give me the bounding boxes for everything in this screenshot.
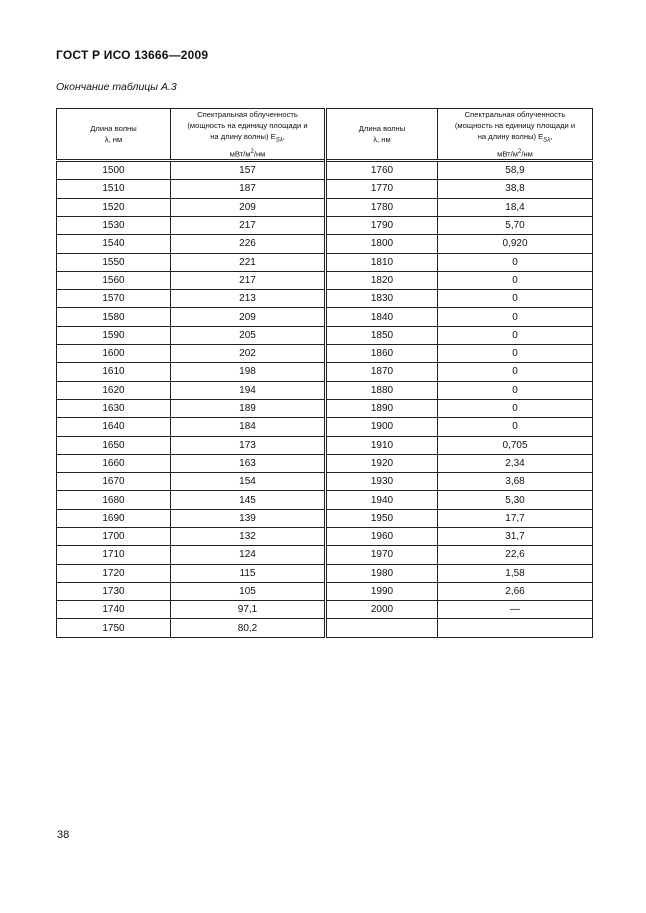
cell-irradiance-left: 115 (171, 564, 326, 582)
header-irradiance-2-unit: мВт/м (497, 149, 518, 159)
cell-wavelength-right (326, 619, 438, 637)
page-number: 38 (57, 829, 70, 841)
table-row (57, 601, 593, 619)
header-wavelength-2-line2: λ, нм (373, 135, 391, 145)
table-row (57, 271, 593, 289)
cell-wavelength-left: 1640 (57, 418, 171, 436)
cell-wavelength-left: 1560 (57, 271, 171, 289)
cell-wavelength-left: 1530 (57, 216, 171, 234)
table-row (57, 345, 593, 363)
cell-irradiance-left: 217 (171, 271, 326, 289)
cell-wavelength-right: 1930 (326, 473, 438, 491)
cell-irradiance-right: 0 (438, 381, 593, 399)
cell-wavelength-right: 1800 (326, 235, 438, 253)
cell-irradiance-right: 31,7 (438, 527, 593, 545)
cell-irradiance-left: 139 (171, 509, 326, 527)
cell-wavelength-left: 1670 (57, 473, 171, 491)
table-row (57, 180, 593, 198)
table-row (57, 454, 593, 472)
table-row (57, 198, 593, 216)
cell-wavelength-right: 1990 (326, 582, 438, 600)
table-row (57, 235, 593, 253)
cell-wavelength-right: 1900 (326, 418, 438, 436)
cell-wavelength-right: 1760 (326, 161, 438, 180)
cell-wavelength-left: 1590 (57, 326, 171, 344)
header-irradiance-1-subscript: Sλ (275, 137, 283, 144)
cell-irradiance-right: 2,66 (438, 582, 593, 600)
cell-wavelength-left: 1520 (57, 198, 171, 216)
cell-wavelength-right: 1980 (326, 564, 438, 582)
cell-irradiance-right: — (438, 601, 593, 619)
cell-wavelength-right: 1910 (326, 436, 438, 454)
cell-irradiance-left: 221 (171, 253, 326, 271)
cell-wavelength-right: 1810 (326, 253, 438, 271)
table-row (57, 363, 593, 381)
cell-wavelength-left: 1570 (57, 290, 171, 308)
cell-wavelength-left: 1540 (57, 235, 171, 253)
cell-irradiance-left: 198 (171, 363, 326, 381)
table-caption: Окончание таблицы А.3 (56, 81, 177, 93)
table-row (57, 546, 593, 564)
table-row (57, 399, 593, 417)
cell-wavelength-left: 1500 (57, 161, 171, 180)
cell-wavelength-left: 1610 (57, 363, 171, 381)
header-irradiance-2: Спектральная облученность (мощность на единицу площади и на длину волны) $E_{S\lambda}$, мВт/$м^2/нм$ (438, 109, 593, 161)
cell-irradiance-left: 187 (171, 180, 326, 198)
table-row (57, 564, 593, 582)
cell-wavelength-right: 1820 (326, 271, 438, 289)
table-row (57, 326, 593, 344)
cell-wavelength-left: 1680 (57, 491, 171, 509)
cell-wavelength-right: 1780 (326, 198, 438, 216)
cell-wavelength-left: 1550 (57, 253, 171, 271)
cell-irradiance-left: 217 (171, 216, 326, 234)
header-irradiance-2-unit-tail: /нм (521, 149, 533, 159)
header-irradiance-1-line3: на длину волны) E (210, 132, 276, 141)
table-row (57, 161, 593, 180)
cell-irradiance-left: 205 (171, 326, 326, 344)
table-body (57, 161, 593, 638)
table-row (57, 619, 593, 637)
cell-wavelength-left: 1620 (57, 381, 171, 399)
header-irradiance-1-unit-tail: /нм (253, 149, 266, 159)
table-row (57, 290, 593, 308)
cell-irradiance-left: 105 (171, 582, 326, 600)
cell-irradiance-left: 97,1 (171, 601, 326, 619)
cell-irradiance-right: 38,8 (438, 180, 593, 198)
cell-wavelength-left: 1740 (57, 601, 171, 619)
table-row (57, 381, 593, 399)
cell-irradiance-right: 0 (438, 326, 593, 344)
table-row (57, 473, 593, 491)
cell-wavelength-right: 1940 (326, 491, 438, 509)
header-irradiance-1-line2: (мощность на единицу площади и (187, 121, 308, 130)
cell-irradiance-right: 0 (438, 363, 593, 381)
header-irradiance-2-line3: на длину волны) E (477, 132, 544, 141)
cell-irradiance-left: 209 (171, 308, 326, 326)
header-irradiance-2-line1: Спектральная облученность (464, 110, 566, 119)
cell-wavelength-right: 1880 (326, 381, 438, 399)
cell-irradiance-left: 154 (171, 473, 326, 491)
header-irradiance-1-unit: мВт/м (229, 149, 251, 159)
cell-wavelength-right: 1790 (326, 216, 438, 234)
table-row (57, 308, 593, 326)
spectral-irradiance-table (56, 108, 593, 638)
cell-irradiance-right (438, 619, 593, 637)
header-wavelength-2-line1: Длина волны (358, 124, 406, 134)
cell-irradiance-left: 202 (171, 345, 326, 363)
cell-irradiance-right: 0 (438, 253, 593, 271)
cell-irradiance-left: 209 (171, 198, 326, 216)
cell-wavelength-left: 1690 (57, 509, 171, 527)
table-row (57, 509, 593, 527)
cell-wavelength-left: 1630 (57, 399, 171, 417)
standard-title: ГОСТ Р ИСО 13666—2009 (56, 48, 209, 62)
cell-irradiance-right: 0 (438, 290, 593, 308)
cell-wavelength-right: 1970 (326, 546, 438, 564)
cell-irradiance-left: 145 (171, 491, 326, 509)
cell-wavelength-left: 1700 (57, 527, 171, 545)
table-row (57, 436, 593, 454)
cell-irradiance-left: 163 (171, 454, 326, 472)
header-wavelength-1-line1: Длина волны (90, 124, 137, 134)
cell-irradiance-left: 194 (171, 381, 326, 399)
table-header-row (57, 109, 593, 161)
cell-wavelength-left: 1750 (57, 619, 171, 637)
table-row (57, 491, 593, 509)
cell-irradiance-right: 0 (438, 345, 593, 363)
cell-wavelength-left: 1600 (57, 345, 171, 363)
header-irradiance-1: Спектральная облученность (мощность на единицу площади и на длину волны) $E_{S\lambda}$, мВт/$м^2/нм$ (171, 109, 326, 161)
cell-irradiance-right: 0 (438, 418, 593, 436)
cell-irradiance-left: 213 (171, 290, 326, 308)
cell-irradiance-left: 80,2 (171, 619, 326, 637)
table-row (57, 418, 593, 436)
cell-wavelength-right: 1850 (326, 326, 438, 344)
cell-irradiance-left: 124 (171, 546, 326, 564)
cell-wavelength-right: 1950 (326, 509, 438, 527)
cell-irradiance-right: 18,4 (438, 198, 593, 216)
table-row (57, 527, 593, 545)
cell-wavelength-right: 1870 (326, 363, 438, 381)
cell-irradiance-right: 5,70 (438, 216, 593, 234)
cell-irradiance-right: 3,68 (438, 473, 593, 491)
cell-wavelength-right: 1890 (326, 399, 438, 417)
cell-irradiance-right: 0,705 (438, 436, 593, 454)
cell-irradiance-left: 226 (171, 235, 326, 253)
cell-wavelength-right: 1770 (326, 180, 438, 198)
table-row (57, 582, 593, 600)
cell-irradiance-right: 0,920 (438, 235, 593, 253)
cell-irradiance-left: 184 (171, 418, 326, 436)
cell-irradiance-left: 157 (171, 161, 326, 180)
cell-wavelength-right: 2000 (326, 601, 438, 619)
cell-irradiance-right: 5,30 (438, 491, 593, 509)
cell-irradiance-right: 2,34 (438, 454, 593, 472)
cell-irradiance-right: 22,6 (438, 546, 593, 564)
header-irradiance-2-superscript: 2 (517, 148, 522, 155)
cell-wavelength-right: 1830 (326, 290, 438, 308)
cell-irradiance-right: 0 (438, 308, 593, 326)
cell-wavelength-right: 1840 (326, 308, 438, 326)
cell-wavelength-right: 1920 (326, 454, 438, 472)
header-irradiance-1-line1: Спектральная облученность (197, 110, 298, 119)
cell-irradiance-right: 58,9 (438, 161, 593, 180)
table-row (57, 253, 593, 271)
cell-irradiance-right: 1,58 (438, 564, 593, 582)
cell-wavelength-left: 1720 (57, 564, 171, 582)
cell-irradiance-left: 132 (171, 527, 326, 545)
cell-wavelength-right: 1960 (326, 527, 438, 545)
header-wavelength-1-line2: λ, нм (104, 135, 123, 145)
header-wavelength-2 (326, 109, 438, 161)
cell-wavelength-right: 1860 (326, 345, 438, 363)
cell-irradiance-right: 0 (438, 271, 593, 289)
cell-wavelength-left: 1650 (57, 436, 171, 454)
cell-irradiance-left: 189 (171, 399, 326, 417)
header-wavelength-1 (57, 109, 171, 161)
cell-irradiance-right: 0 (438, 399, 593, 417)
header-irradiance-2-subscript: Sλ (543, 137, 551, 144)
cell-wavelength-left: 1660 (57, 454, 171, 472)
cell-irradiance-left: 173 (171, 436, 326, 454)
cell-wavelength-left: 1510 (57, 180, 171, 198)
cell-wavelength-left: 1710 (57, 546, 171, 564)
cell-wavelength-left: 1730 (57, 582, 171, 600)
cell-irradiance-right: 17,7 (438, 509, 593, 527)
header-irradiance-2-line2: (мощность на единицу площади и (454, 121, 576, 130)
table-row (57, 216, 593, 234)
cell-wavelength-left: 1580 (57, 308, 171, 326)
header-irradiance-1-superscript: 2 (250, 148, 254, 155)
